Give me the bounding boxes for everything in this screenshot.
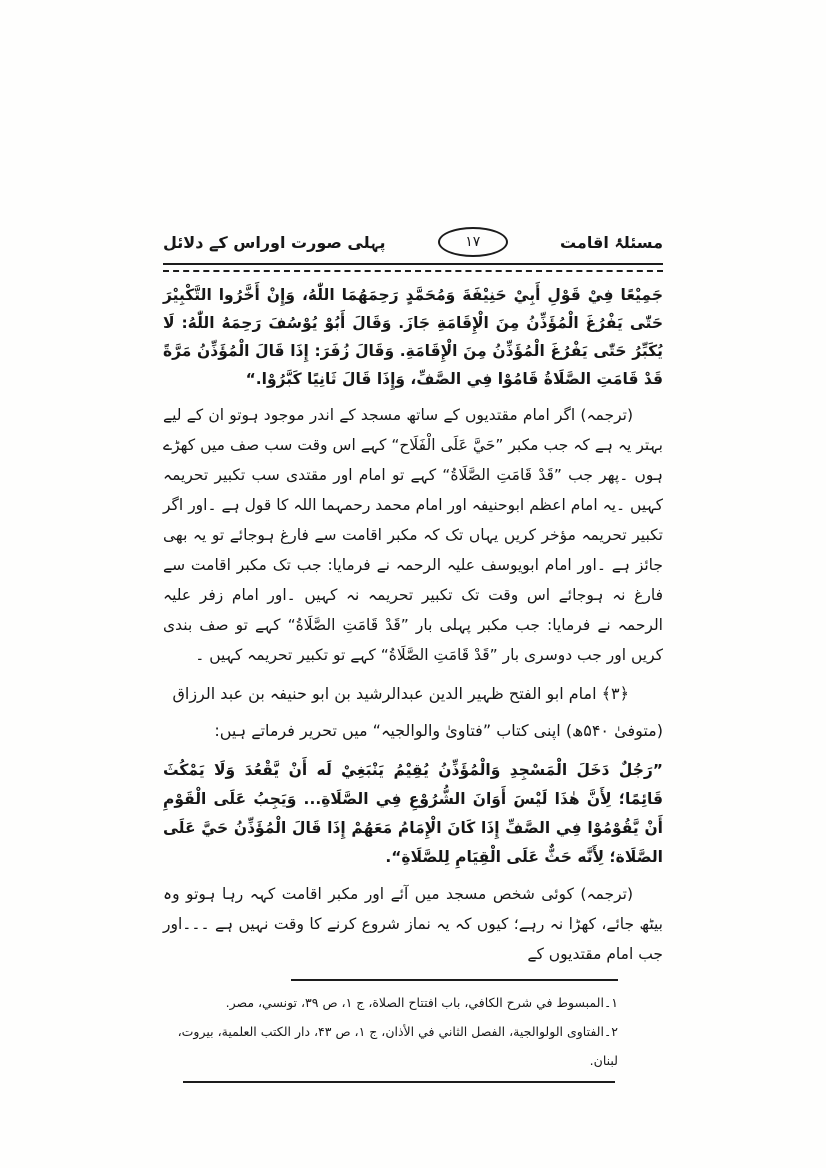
footnote-1: ۱۔المبسوط في شرح الكافي، باب افتتاح الصلاة، ج ۱، ص ۳۹، تونسي، مصر.: [225, 995, 618, 1010]
footnote-separator: [291, 979, 618, 981]
footnote-2: ۲۔الفتاوى الولوالجية، الفصل الثاني في الأذان، ج ۱، ص ۴۳، دار الكتب العلمية، بيروت، لبنان.: [177, 1024, 618, 1068]
footnotes: [163, 988, 663, 1075]
header-rule-solid: [163, 263, 663, 265]
page-number-badge: [438, 227, 508, 257]
entry-heading: ﴿۳﴾ امام ابو الفتح ظہیر الدین عبدالرشید بن ابو حنیفہ بن عبد الرزاق (متوفیٰ ۵۴۰ھ) اپنی کتاب ”فتاویٰ والوالجیہ“ میں تحریر فرماتے ہیں:: [172, 684, 663, 740]
page-number: ۱۷: [465, 234, 481, 250]
urdu-translation-2: (ترجمہ) کوئی شخص مسجد میں آئے اور مکبر اقامت کہہ رہا ہوتو وہ بیٹھ جائے، کھڑا نہ رہے؛ کیوں کہ یہ نماز شروع کرنے کا وقت نہیں ہے ۔۔۔اور جب امام مقتدیوں کے: [163, 885, 663, 963]
arabic-quote-1: جَمِيْعًا فِيْ قَوْلِ أَبِيْ حَنِيْفَةَ وَمُحَمَّدٍ رَحِمَهُمَا اللّٰهُ، وَإِنْ أَخَّرُوا التَّكْبِيْرَ حَتّٰى يَفْرُغَ الْمُؤَذِّنُ مِنَ الْإِقَامَةِ جَازَ. وَقَالَ أَبُوْ يُوْسُفَ رَحِمَهُ اللّٰهُ: لَا يُكَبِّرُ حَتّٰى يَفْرُغَ الْمُؤَذِّنُ مِنَ الْإِقَامَةِ. وَقَالَ زُفَرَ: إِذَا قَالَ الْمُؤَذِّنُ مَرَّةً قَدْ قَامَتِ الصَّلَاةُ قَامُوْا فِي الصَّفِّ، وَإِذَا قَالَ ثَانِيًا كَبَّرُوْا.“: [163, 286, 663, 388]
arabic-quote-2: ”رَجُلٌ دَخَلَ الْمَسْجِدِ وَالْمُؤَذِّنُ يُقِيْمُ يَنْبَغِيْ لَه أَنْ يَّقْعُدَ وَلَا يَمْكُثَ قَائِمًا؛ لِأَنَّ هٰذَا لَيْسَ أَوَانَ الشُّرُوْعِ فِي الصَّلَاةِ... وَيَجِبُ عَلَى الْقَوْمِ أَنْ يَّقُوْمُوْا فِي الصَّفِّ إِذَا كَانَ الْإِمَامُ مَعَهُمْ إِذَا قَالَ الْمُؤَذِّنُ حَيَّ عَلَى الصَّلَاة؛ لِأَنَّه حَثٌّ عَلَى الْقِيَامِ لِلصَّلَاةِ“.: [163, 761, 663, 866]
bottom-rule: [183, 1081, 615, 1083]
header-rule-dashed: [163, 270, 663, 272]
book-title: مسئلۂ اقامت: [559, 232, 663, 252]
section-title: پہلی صورت اوراس کے دلائل: [163, 232, 386, 252]
urdu-translation-1: (ترجمہ) اگر امام مقتدیوں کے ساتھ مسجد کے اندر موجود ہوتو ان کے لیے بہتر یہ ہے کہ جب مکبر ”حَيَّ عَلَى الْفَلَاح“ کہے اس وقت سب صف میں کھڑے ہوں ۔پھر جب ”قَدْ قَامَتِ الصَّلَاةُ“ کہے تو امام اور مقتدی سب تکبیر تحریمہ کہیں ۔یہ امام اعظم ابوحنیفہ اور امام محمد رحمہما اللہ کا قول ہے ۔اور اگر تکبیر تحریمہ مؤخر کریں یہاں تک کہ مکبر اقامت سے فارغ ہوجائے تو یہ بھی جائز ہے ۔اور امام ابویوسف علیہ الرحمہ نے فرمایا: جب تک مکبر اقامت سے فارغ نہ ہوجائے اس وقت تک تکبیر تحریمہ نہ کہیں ۔اور امام زفر علیہ الرحمہ نے فرمایا: جب مکبر پہلی بار ”قَدْ قَامَتِ الصَّلَاةُ“ کہے تو صف بندی کریں اور جب دوسری بار ”قَدْ قَامَتِ الصَّلَاةُ“ کہے تو تکبیر تحریمہ کہیں ۔: [163, 406, 663, 664]
running-head: [163, 224, 663, 260]
text-column: [163, 224, 663, 1083]
